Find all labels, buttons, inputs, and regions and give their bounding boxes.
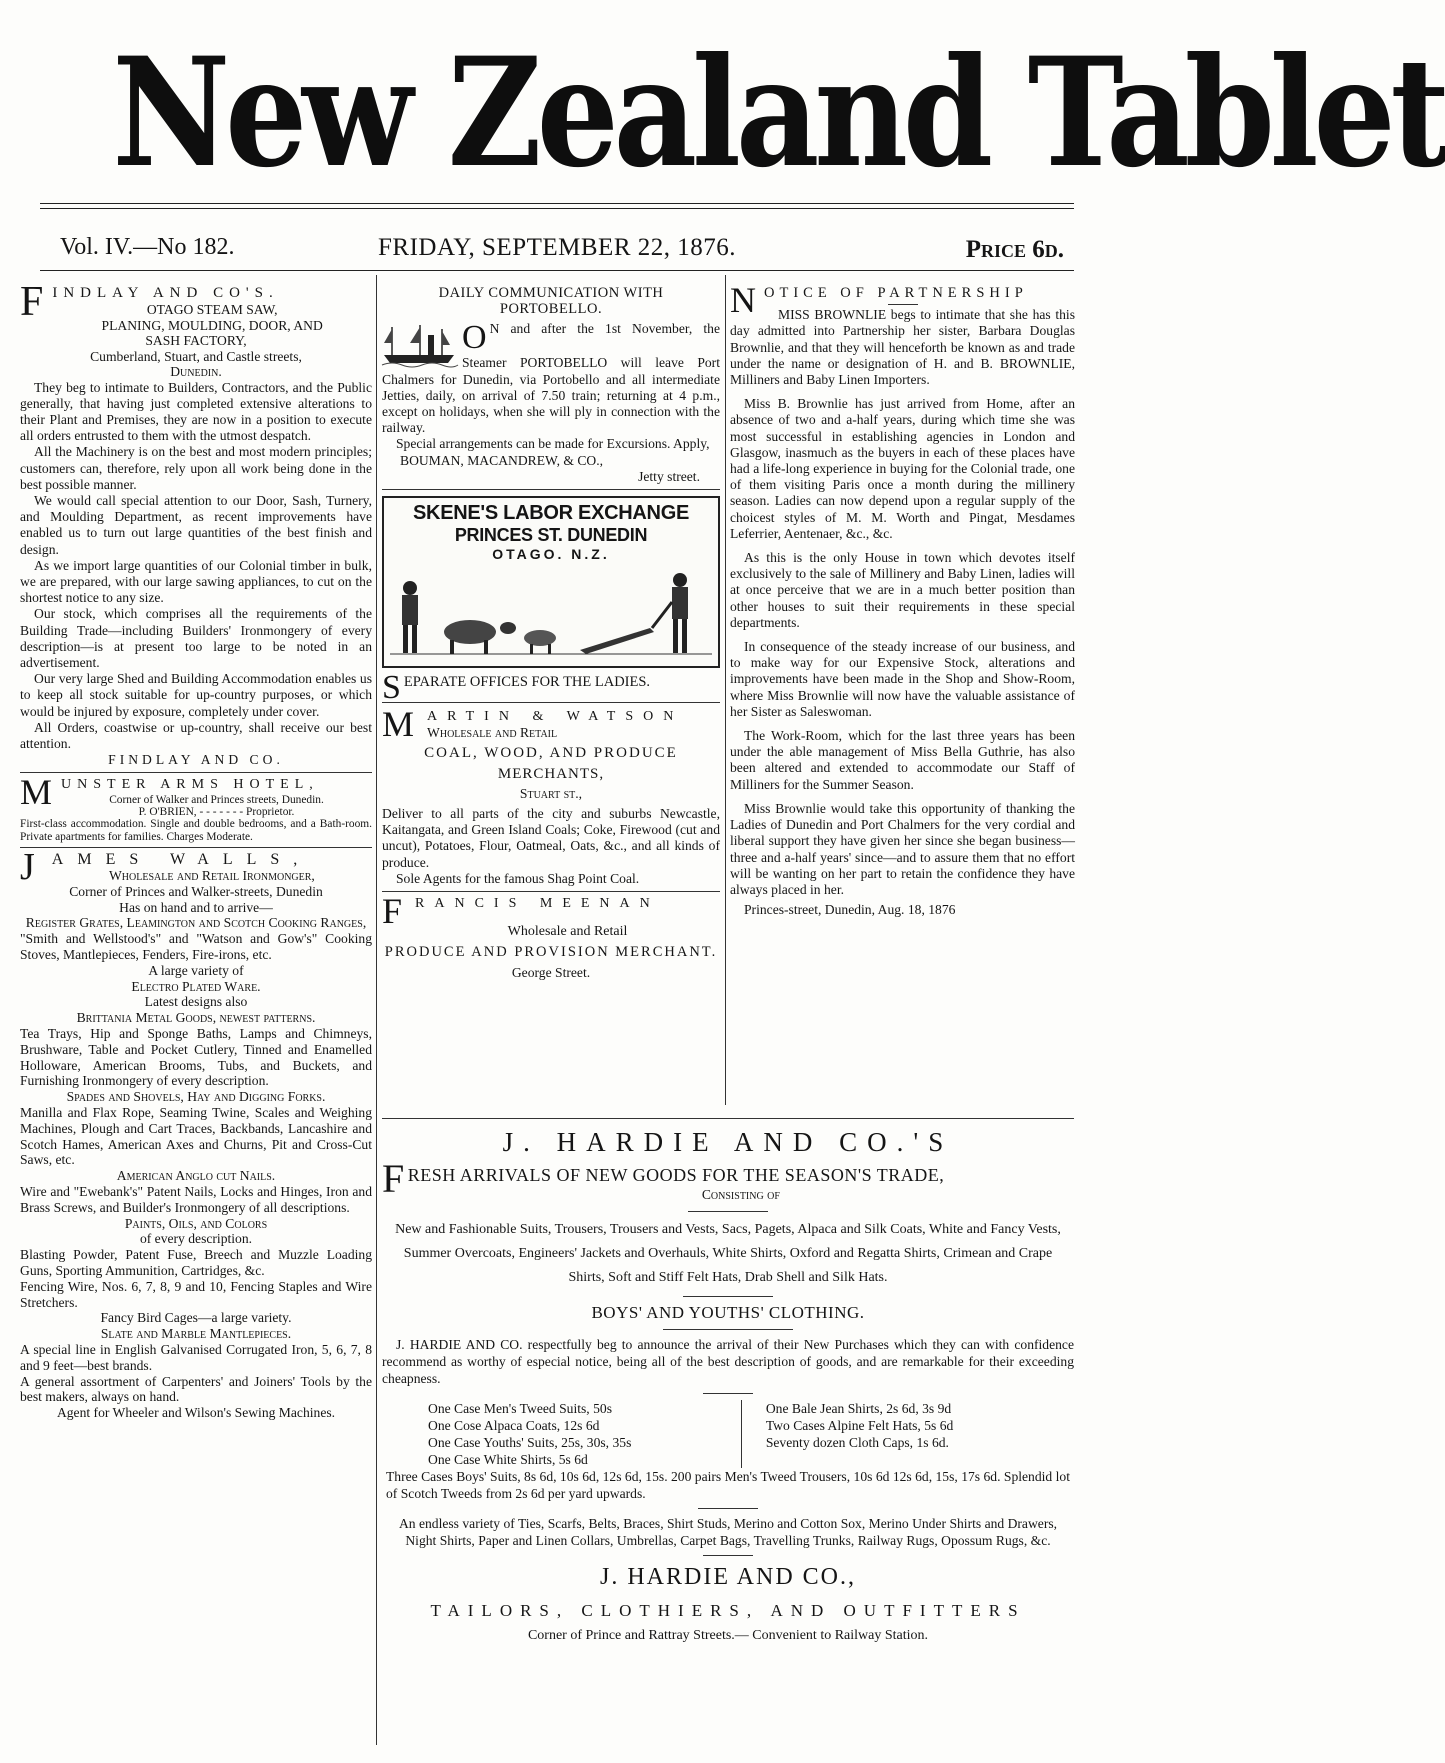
walls-line: Spades and Shovels, Hay and Digging Forks. [66, 1089, 326, 1105]
column-left [20, 279, 372, 1421]
walls-line: Fencing Wire, Nos. 6, 7, 8, 9 and 10, Fencing Staples and Wire Stretchers. [20, 1278, 372, 1310]
walls-line: Latest designs also [144, 994, 248, 1010]
martin-line: Stuart st., [519, 785, 583, 801]
munster-description: First-class accommodation. Single and double bedrooms, and a Bath-room. Private apartments for families. Charges Moderate. [20, 818, 372, 843]
notice-paragraph: As this is the only House in town which devotes itself exclusively to the sale of Millinery and Baby Linen, ladies will at once perceive that we are in a much better position than other houses to suit their requirements in these special departments. [730, 550, 1075, 630]
price: Price 6d. [965, 236, 1064, 263]
walls-line: of every description. [139, 1231, 253, 1247]
walls-line: Tea Trays, Hip and Sponge Baths, Lamps and Chimneys, Brushware, Table and Pocket Cutlery, Tinned and Enamelled Holloware, American Brooms, Tubs, and Buckets, and Furnishing Ironmongery of every description. [20, 1025, 372, 1089]
divider [698, 1508, 758, 1509]
findlay-paragraph: They beg to intimate to Builders, Contractors, and the Public generally, that having just completed extensive alterations to their Plant and Premises, they are now in a position to execute all orders entrusted to them with the utmost despatch. [20, 379, 372, 444]
dropcap: F [20, 279, 50, 325]
hardie-title: J. HARDIE AND CO.'S [502, 1127, 954, 1157]
hardie-address: Corner of Prince and Rattray Streets.— Convenient to Railway Station. [527, 1628, 929, 1643]
list-item: One Case Youths' Suits, 25s, 30s, 35s [428, 1435, 632, 1450]
walls-line: A special line in English Galvanised Corrugated Iron, 5, 6, 7, 8 and 9 feet—best brands. [20, 1341, 372, 1373]
hardie-lead: RESH ARRIVALS OF NEW GOODS FOR THE SEASON'S TRADE, [407, 1165, 945, 1185]
steamship-icon [382, 321, 458, 367]
divider [888, 304, 918, 305]
walls-line: Register Grates, Leamington and Scotch Cooking Ranges, [25, 915, 367, 931]
dateline [40, 228, 1074, 268]
notice-signature: Princes-street, Dunedin, Aug. 18, 1876 [744, 902, 956, 918]
walls-line: Electro Plated Ware. [131, 978, 261, 994]
walls-line: Blasting Powder, Patent Fuse, Breech and Muzzle Loading Guns, Sporting Ammunition, Cartridges, &c. [20, 1247, 372, 1278]
hardie-ad [382, 1125, 1074, 1646]
volume-number: Vol. IV.—No 182. [60, 234, 235, 260]
portobello-place: Jetty street. [638, 468, 700, 484]
divider [703, 1555, 753, 1556]
walls-line: American Anglo cut Nails. [116, 1168, 276, 1184]
column-rule [376, 275, 377, 1745]
findlay-paragraph: We would call special attention to our Door, Sash, Turnery, and Moulding Department, as recent improvements have enabled us to turn out large quantities of the best finish and design. [20, 492, 372, 557]
notice-paragraph: Miss B. Brownlie has just arrived from Home, after an absence of two and a-half years, during which time she was most successful in establishing agencies in London and Glasgow, inasmuch as the buyers in each of these places have had a life-long experience in buying for the Colonial trade, one of them visiting Paris once a month during the millinery season. Ladies can now depend upon a regular supply of the choicest styles of M. M. Worth and Pingat, Mesdames Leferrier, Aentenaer, &c., &c. [730, 396, 1075, 541]
munster-proprietor: P. O'BRIEN, - - - - - - - Proprietor. [138, 805, 295, 818]
walls-line: Wholesale and Retail Ironmonger, [108, 868, 315, 883]
hardie-name: J. HARDIE AND CO., [599, 1564, 856, 1590]
notice-paragraph: In consequence of the steady increase of our business, and to make way for our Expensive Stock, alterations and improvements have been made in the Shop and Show-Room, where Miss Brownlie will now have the valuable assistance of her Sister as Saleswoman. [730, 639, 1075, 719]
walls-line: Has on hand and to arrive— [119, 899, 273, 915]
martin-ad [382, 704, 720, 887]
martin-title: ARTIN & WATSON [427, 709, 684, 725]
findlay-line: OTAGO STEAM SAW, [146, 302, 278, 317]
martin-line: MERCHANTS, [497, 765, 605, 782]
list-item: Seventy dozen Cloth Caps, 1s 6d. [765, 1435, 949, 1450]
dropcap: F [382, 1156, 405, 1201]
masthead-rule [40, 208, 1074, 209]
findlay-paragraph: All the Machinery is on the best and most modern principles; customers can, therefore, rely upon all work being done in the best possible manner. [20, 444, 372, 492]
hardie-consisting: Consisting of [701, 1187, 780, 1202]
findlay-paragraph: Our very large Shed and Building Accommodation enables us to keep all stock suitable for up-country purposes, or which would be injured by exposure, completely under cover. [20, 671, 372, 719]
notice-title: OTICE OF PARTNERSHIP [764, 285, 1028, 301]
notice-paragraph: The Work-Room, which for the last three years has been under the able management of Miss Bella Guthrie, has also been altered and extended to accommodate our Staff of Milliners for the Summer Season. [730, 728, 1075, 792]
munster-title: UNSTER ARMS HOTEL, [61, 777, 319, 793]
masthead-rule [40, 203, 1074, 204]
skene-separate-text: EPARATE OFFICES FOR THE LADIES. [403, 674, 651, 691]
martin-line: COAL, WOOD, AND PRODUCE [424, 745, 678, 762]
masthead [40, 20, 1445, 215]
walls-line: Paints, Oils, and Colors [124, 1215, 268, 1231]
findlay-ad [20, 279, 372, 768]
skene-separate [382, 669, 720, 707]
list-item: Two Cases Alpine Felt Hats, 5s 6d [765, 1418, 954, 1433]
notice-paragraph: Miss Brownlie would take this opportunity of thanking the Ladies of Dunedin and Port Chalmers for the very cordial and liberal support they have given her since she began business—three and a-half years' since—and to assure them that no effort will be wanting on her part to retain the confidence they have always placed in her. [730, 800, 1075, 897]
martin-body: Deliver to all parts of the city and suburbs Newcastle, Kaitangata, and Green Island Coals; Coke, Firewood (cut and uncut), Potatoes, Flour, Oatmeal, Oats, &c., and all kinds of produce. [382, 806, 720, 870]
walls-line: "Smith and Wellstood's" and "Watson and Gow's" Cooking Stoves, Mantlepieces, Fenders, Fire-irons, etc. [20, 931, 372, 962]
walls-line: Fancy Bird Cages—a large variety. [100, 1310, 292, 1326]
issue-date: FRIDAY, SEPTEMBER 22, 1876. [377, 234, 737, 261]
hardie-trades: TAILORS, CLOTHIERS, AND OUTFITTERS [430, 1601, 1026, 1620]
divider [382, 891, 720, 892]
hardie-items [382, 1400, 1074, 1468]
dropcap: S [382, 669, 401, 707]
martin-sub: Wholesale and Retail [427, 725, 558, 741]
dropcap: F [382, 891, 413, 932]
walls-line: Agent for Wheeler and Wilson's Sewing Machines. [56, 1405, 336, 1421]
portobello-agents: BOUMAN, MACANDREW, & CO., [400, 452, 604, 468]
dropcap: O [462, 319, 487, 357]
walls-line: Corner of Princes and Walker-streets, Dunedin [69, 883, 323, 899]
findlay-address: Cumberland, Stuart, and Castle streets, [90, 348, 302, 364]
column-middle [382, 285, 720, 981]
divider [382, 702, 720, 703]
masthead-title: New Zealand Tablet [112, 25, 1445, 201]
column-right [730, 280, 1075, 918]
walls-line: Wire and "Ewebank's" Patent Nails, Locks and Hinges, Iron and Brass Screws, and Builder's Ironmongery of all descriptions. [20, 1183, 372, 1215]
divider [683, 1296, 773, 1297]
walls-line: A large variety of [148, 962, 244, 978]
findlay-line: PLANING, MOULDING, DOOR, AND [101, 317, 323, 333]
walls-line: Slate and Marble Mantlepieces. [100, 1326, 292, 1342]
meenan-line: PRODUCE AND PROVISION MERCHANT. [384, 944, 718, 961]
walls-title: AMES WALLS, [51, 851, 312, 869]
walls-line: Manilla and Flax Rope, Seaming Twine, Scales and Weighing Machines, Plough and Cart Traces, Backbands, Lancashire and Scotch Hames, American Axes and Churns, Pit and Cross-Cut Saws, etc. [20, 1104, 372, 1168]
findlay-line: SASH FACTORY, [145, 333, 247, 348]
ploughing-illustration [390, 572, 712, 662]
list-item: One Cose Alpaca Coats, 12s 6d [428, 1418, 600, 1433]
walls-line: Brittania Metal Goods, newest patterns. [76, 1010, 316, 1026]
portobello-ad [382, 285, 720, 485]
list-item: One Case Men's Tweed Suits, 50s [428, 1401, 612, 1416]
portobello-title: DAILY COMMUNICATION WITH PORTOBELLO. [438, 285, 664, 318]
skene-address: PRINCES ST. DUNEDIN [454, 525, 648, 546]
munster-address: Corner of Walker and Princes streets, Dunedin. [109, 793, 324, 806]
skene-ad [382, 496, 720, 668]
divider [688, 1211, 768, 1212]
findlay-paragraph: As we import large quantities of our Colonial timber in bulk, we are prepared, with our large sawing appliances, to cut on the shortest notice to any size. [20, 557, 372, 606]
list-item: One Bale Jean Shirts, 2s 6d, 3s 9d [765, 1401, 952, 1416]
walls-ad [20, 846, 372, 1421]
dropcap: N [730, 280, 761, 320]
portobello-body: N and after the 1st November, the Steamer PORTOBELLO will leave Port Chalmers for Dunedin, via Portobello and all intermediate Jetties, daily, on arrival of 7.50 train; returning at 4 p.m., except on holidays, when she will ply in connection with the railway. [382, 321, 720, 436]
skene-region: OTAGO. N.Z. [492, 546, 610, 563]
hardie-goods: New and Fashionable Suits, Trousers, Trousers and Vests, Sacs, Pagets, Alpaca and Silk Coats, White and Fancy Vests, Summer Overcoats, Engineers' Jackets and Overhauls, White Shirts, Oxford and Regatta Shirts, Crimean and Crape Shirts, Soft and Stiff Felt Hats, Drab Shell and Silk Hats. [395, 1222, 1061, 1285]
hardie-announce: J. HARDIE AND CO. respectfully beg to announce the arrival of their New Purchases which they can with confidence recommend as worthy of especial notice, being all of the best description of goods, and are remarkable for their exceeding cheapness. [382, 1337, 1074, 1386]
divider [20, 772, 372, 773]
dropcap: M [20, 772, 59, 813]
munster-ad [20, 772, 372, 843]
divider [703, 1393, 753, 1394]
meenan-title: RANCIS MEENAN [415, 896, 660, 912]
walls-line: A general assortment of Carpenters' and Joiners' Tools by the best makers, always on hand. [20, 1373, 372, 1405]
findlay-paragraph: All Orders, coastwise or up-country, shall receive our best attention. [20, 719, 372, 751]
meenan-ad [382, 891, 720, 981]
findlay-paragraph: Our stock, which comprises all the requirements of the Building Trade—including Builders' Ironmongery of every description—is at present too large to be noted in an advertisement. [20, 606, 372, 670]
divider [382, 489, 720, 490]
divider [663, 1329, 793, 1330]
findlay-title: INDLAY AND CO'S. [52, 285, 279, 301]
dropcap: M [382, 704, 425, 745]
divider [382, 1118, 1074, 1119]
column-rule [725, 275, 726, 1105]
findlay-city: Dunedin. [170, 364, 222, 379]
divider [20, 847, 372, 848]
findlay-signature: FINDLAY AND CO. [108, 752, 284, 768]
notice-paragraph: MISS BROWNLIE begs to intimate that she has this day admitted into Partnership her sister, Barbara Douglas Brownlie, and that they will henceforth be known as and trade under the name or designation of H. and B. BROWNLIE, Milliners and Baby Linen Importers. [730, 307, 1075, 388]
meenan-line: George Street. [511, 964, 591, 980]
list-item: One Case White Shirts, 5s 6d [428, 1452, 588, 1467]
dropcap: J [20, 846, 49, 889]
hardie-endless: An endless variety of Ties, Scarfs, Belts, Braces, Shirt Studs, Merino and Cotton Sox, Merino Under Shirts and Drawers, Night Shirts, Paper and Linen Collars, Umbrellas, Carpet Bags, Travelling Trunks, Railway Rugs, Opossum Rugs, &c. [398, 1516, 1058, 1548]
portobello-special: Special arrangements can be made for Excursions. Apply, [396, 436, 710, 452]
hardie-boys-heading: BOYS' AND YOUTHS' CLOTHING. [591, 1303, 865, 1322]
meenan-sub: Wholesale and Retail [507, 924, 628, 940]
martin-agents: Sole Agents for the famous Shag Point Coal. [396, 870, 640, 886]
skene-title: SKENE'S LABOR EXCHANGE [413, 502, 689, 525]
hardie-cases: Three Cases Boys' Suits, 8s 6d, 10s 6d, 12s 6d, 15s. 200 pairs Men's Tweed Trousers, 10s 6d 12s 6d, 15s, 17s 6d. Splendid lot of Scotch Tweeds from 2s 6d per yard upwards. [386, 1469, 1070, 1501]
dateline-rule [40, 270, 1074, 271]
